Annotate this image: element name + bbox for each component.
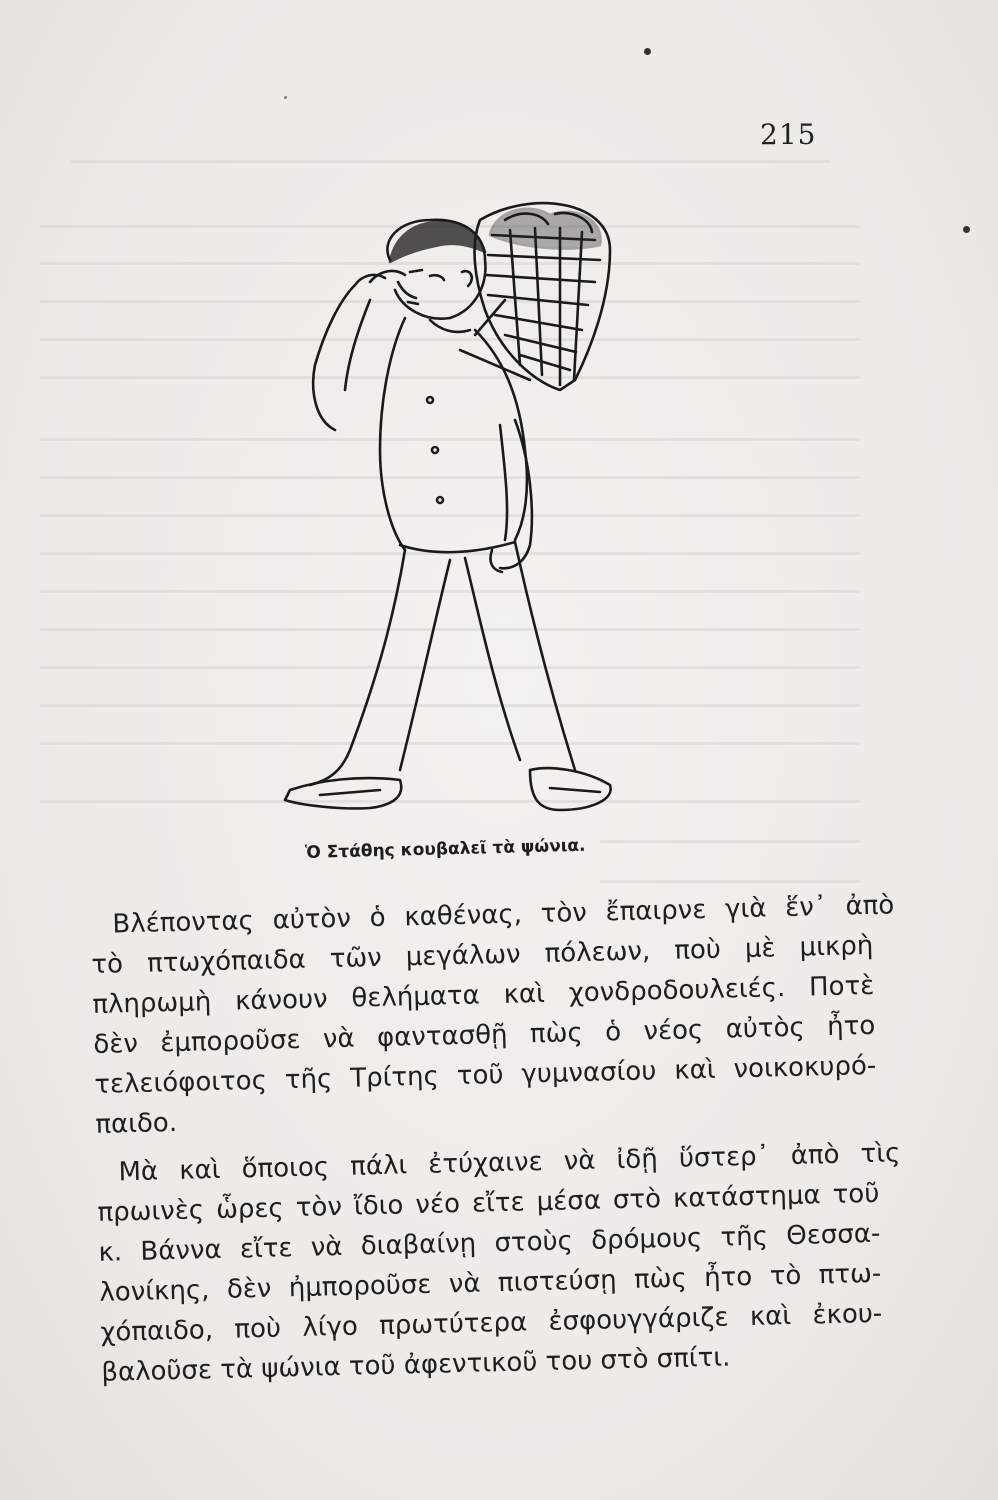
paragraph [96,1133,902,1392]
text-line: λονίκης, δὲν ἠμποροῦσε νὰ πιστεύσῃ πὼς ἦτο τὸ πτω- [99,1258,882,1308]
text-line: Βλέποντας αὐτὸν ὁ καθένας, τὸν ἔπαιρνε γιὰ ἕν᾽ ἀπὸ [112,890,895,940]
paragraph [90,885,896,1144]
text-line: τὸ πτωχόπαιδα τῶν μεγάλων πόλεων, ποὺ μὲ μικρὴ [91,930,874,980]
illustration-caption: Ὁ Στάθης κουβαλεῖ τὰ ψώνια. [304,835,586,863]
text-line: κ. Βάννα εἴτε νὰ διαβαίνῃ στοὺς δρόμους τῆς Θεσσα- [98,1218,881,1268]
ink-speck [644,48,651,55]
body-text [90,885,902,1392]
ink-speck [284,96,287,99]
text-line: δὲν ἐμποροῦσε νὰ φαντασθῇ πὼς ὁ νέος αὐτὸς ἦτο [93,1010,876,1060]
page-number: 215 [760,118,817,151]
text-line: τελειόφοιτος τῆς Τρίτης τοῦ γυμνασίου καὶ νοικοκυρό- [94,1050,877,1100]
bleed-through-line [600,880,860,883]
bleed-through-line [70,160,830,163]
text-line: πληρωμὴ κάνουν θελήματα καὶ χονδροδουλειές. Ποτὲ [92,970,875,1020]
text-line: χόπαιδο, ποὺ λίγο πρωτύτερα ἐσφουγγάριζε καὶ ἐκου- [100,1298,883,1348]
ink-speck [963,226,970,233]
text-line: βαλοῦσε τὰ ψώνια τοῦ ἀφεντικοῦ του στὸ σπίτι. [101,1342,731,1388]
boy-carrying-basket-illustration-icon [230,190,650,840]
text-line: πρωινὲς ὧρες τὸν ἴδιο νέο εἴτε μέσα στὸ κατάστημα τοῦ [97,1178,880,1228]
text-line: παιδο. [95,1107,178,1140]
text-line: Μὰ καὶ ὅποιος πάλι ἐτύχαινε νὰ ἰδῇ ὕστερ᾽ ἀπὸ τὶς [118,1138,901,1188]
